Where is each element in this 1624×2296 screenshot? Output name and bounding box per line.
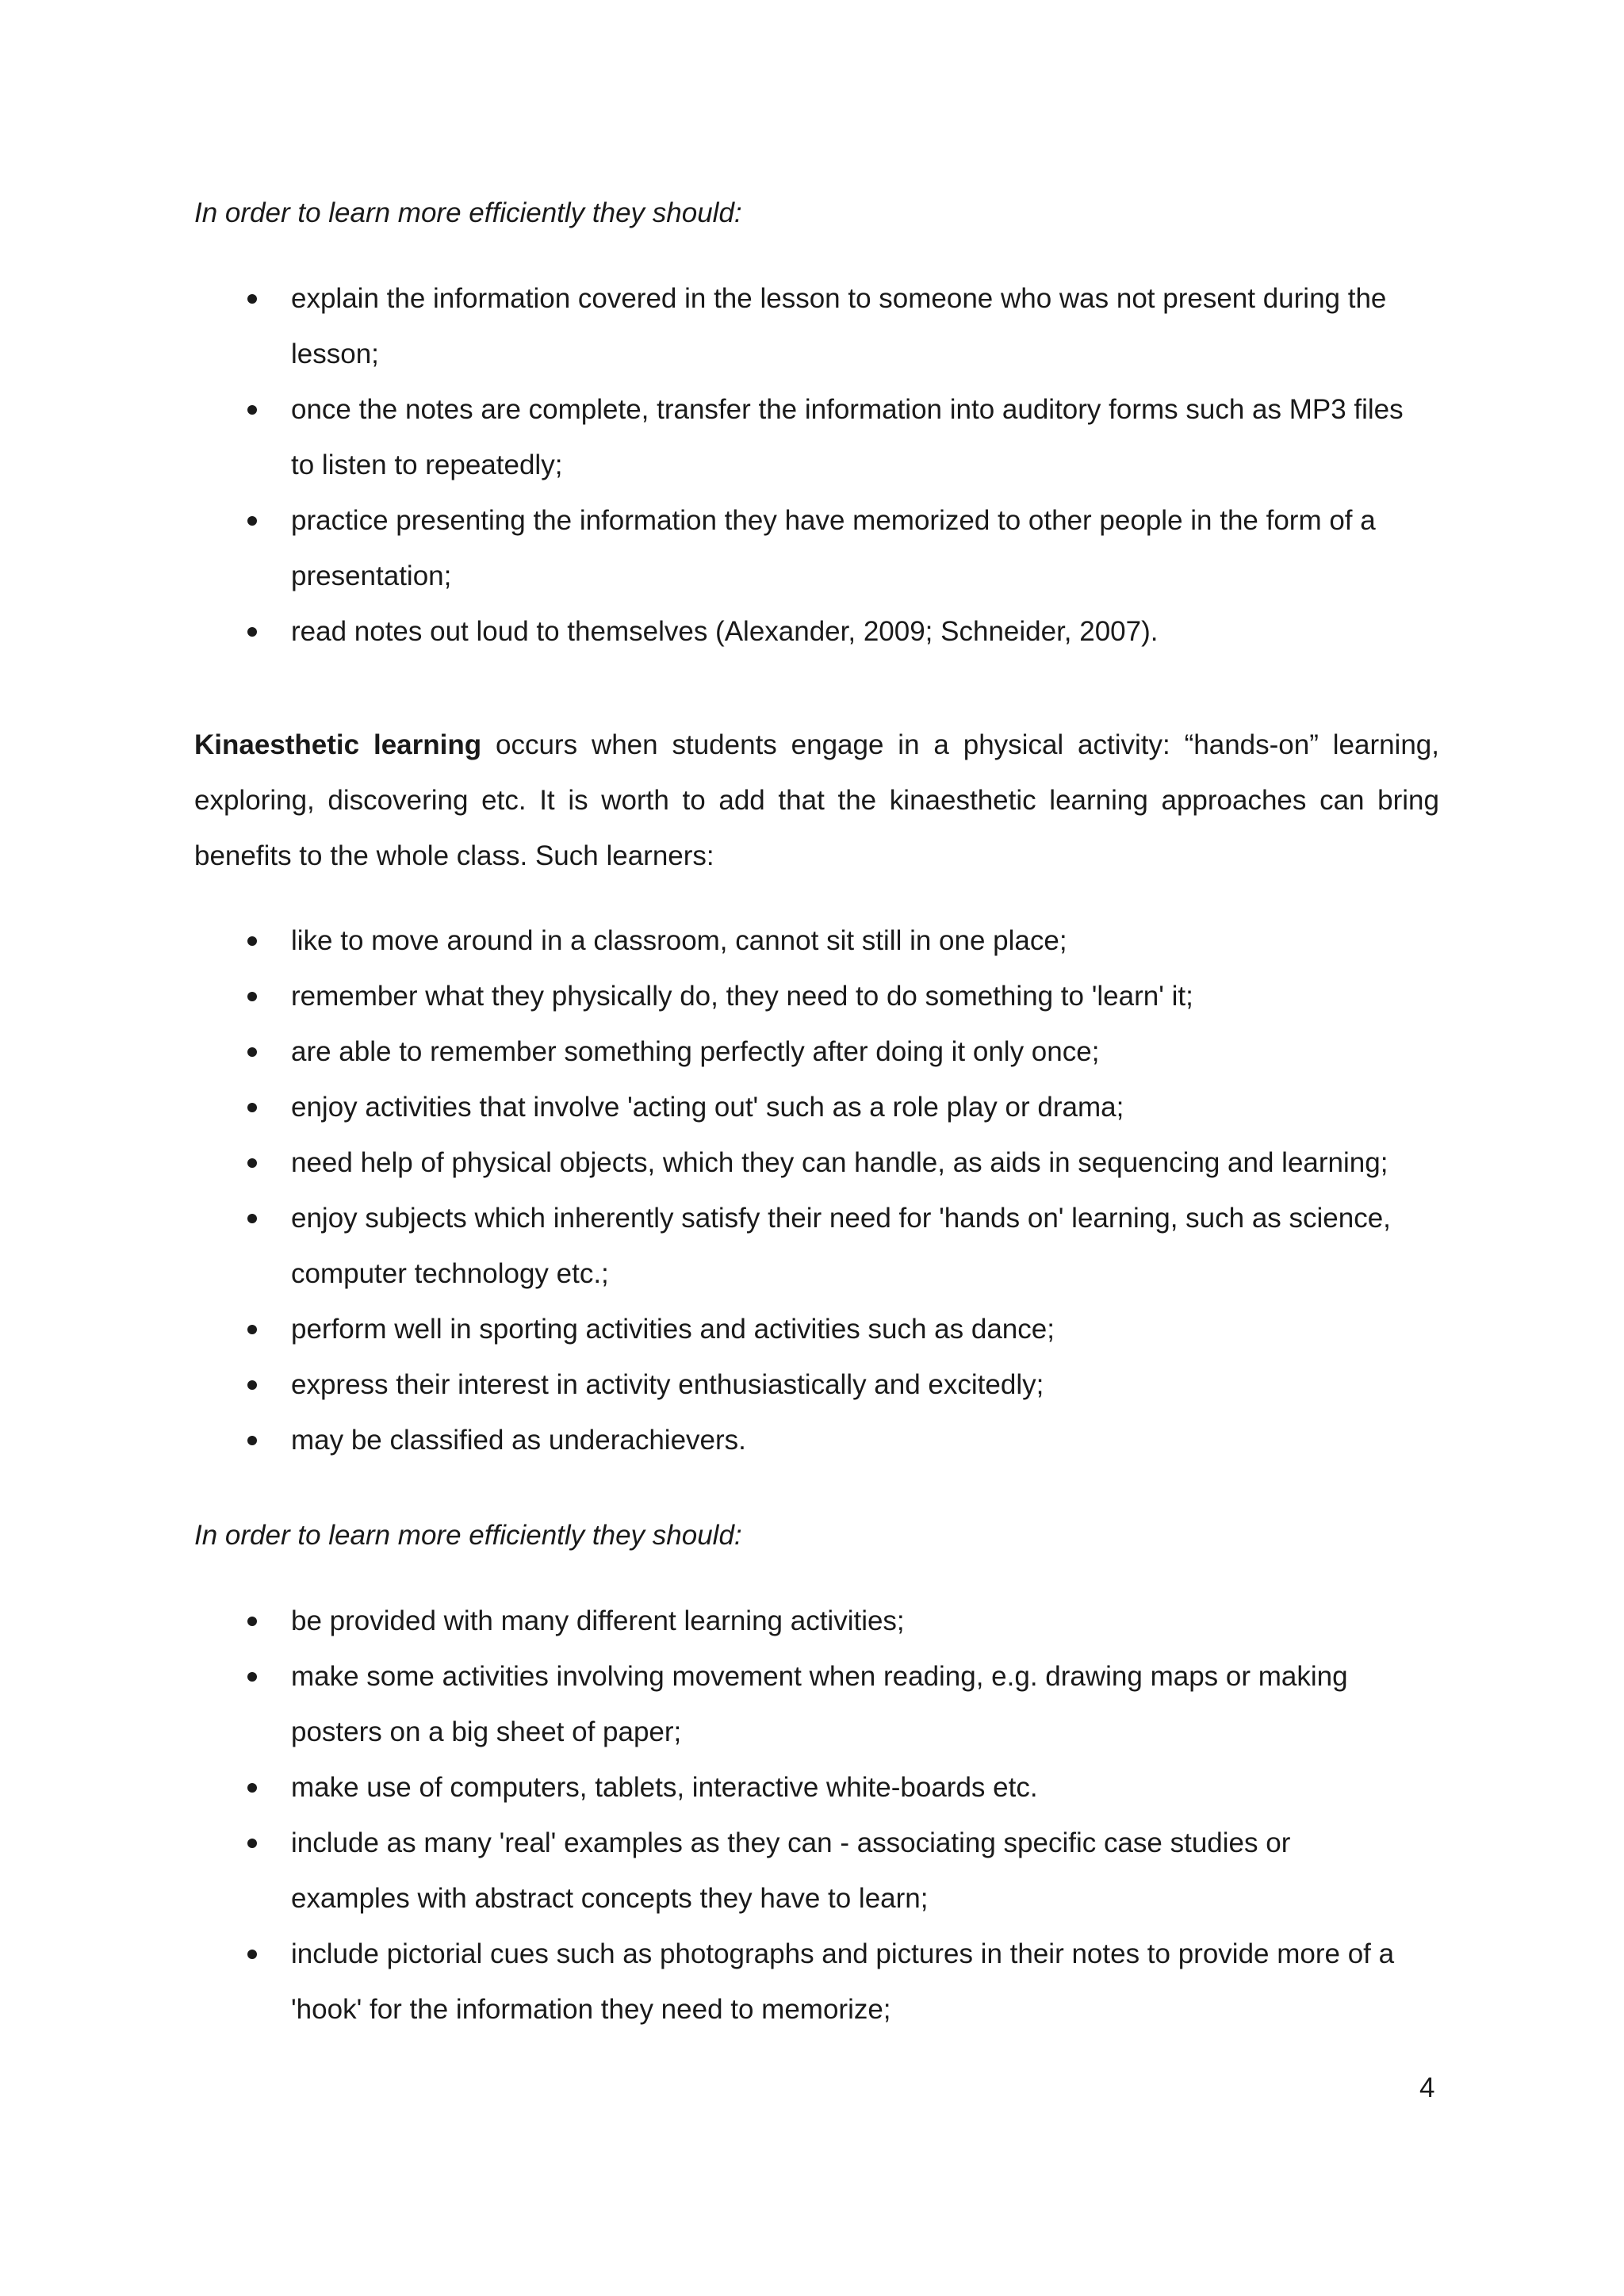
bullet-icon bbox=[247, 1380, 257, 1390]
list-item: enjoy subjects which inherently satisfy their need for 'hands on' learning, such as science, computer technology etc.; bbox=[194, 1191, 1415, 1302]
list-item: remember what they physically do, they need to do something to 'learn' it; bbox=[194, 969, 1415, 1024]
list-item: include as many 'real' examples as they can - associating specific case studies or examples with abstract concepts they have to learn; bbox=[194, 1816, 1415, 1927]
kinaesthetic-tips-list bbox=[194, 1594, 1415, 2038]
list-item: include pictorial cues such as photographs and pictures in their notes to provide more of a 'hook' for the information they need to memorize; bbox=[194, 1927, 1415, 2038]
bullet-icon bbox=[247, 405, 257, 415]
bullet-icon bbox=[247, 294, 257, 304]
kinaesthetic-paragraph: Kinaesthetic learning occurs when students engage in a physical activity: “hands-on” learning, exploring, discovering etc. It is worth to add that the kinaesthetic learning approaches can bring benefits to the whole class. Such learners: bbox=[194, 729, 1439, 871]
bullet-icon bbox=[247, 1325, 257, 1334]
auditory-tips-block bbox=[194, 271, 1415, 660]
bullet-icon bbox=[247, 936, 257, 946]
list-item: be provided with many different learning activities; bbox=[194, 1594, 1415, 1649]
list-item: like to move around in a classroom, cannot sit still in one place; bbox=[194, 913, 1415, 969]
bullet-icon bbox=[247, 1436, 257, 1445]
bullet-icon bbox=[247, 992, 257, 1001]
bullet-icon bbox=[247, 1214, 257, 1223]
bullet-icon bbox=[247, 1103, 257, 1112]
intro-heading-2: In order to learn more efficiently they should: bbox=[194, 1520, 742, 1551]
list-item: make use of computers, tablets, interactive white-boards etc. bbox=[194, 1760, 1415, 1816]
kinaesthetic-tips-block bbox=[194, 1594, 1415, 2038]
bullet-icon bbox=[247, 1617, 257, 1626]
intro-block-2 bbox=[194, 1508, 1439, 1563]
list-item: once the notes are complete, transfer the information into auditory forms such as MP3 files to listen to repeatedly; bbox=[194, 382, 1415, 493]
bullet-icon bbox=[247, 627, 257, 637]
list-item: practice presenting the information they have memorized to other people in the form of a presentation; bbox=[194, 493, 1415, 604]
list-item: may be classified as underachievers. bbox=[194, 1413, 1415, 1468]
bullet-icon bbox=[247, 1783, 257, 1793]
kinaesthetic-traits-block bbox=[194, 913, 1415, 1468]
page-number: 4 bbox=[1419, 2072, 1435, 2103]
auditory-tips-list bbox=[194, 271, 1415, 660]
list-item: perform well in sporting activities and activities such as dance; bbox=[194, 1302, 1415, 1357]
list-item: need help of physical objects, which they can handle, as aids in sequencing and learning; bbox=[194, 1135, 1415, 1191]
bullet-icon bbox=[247, 1047, 257, 1057]
list-item: explain the information covered in the lesson to someone who was not present during the lesson; bbox=[194, 271, 1415, 382]
kinaesthetic-paragraph-block bbox=[194, 718, 1439, 884]
intro-heading-1: In order to learn more efficiently they should: bbox=[194, 197, 742, 228]
list-item: enjoy activities that involve 'acting out' such as a role play or drama; bbox=[194, 1080, 1415, 1135]
list-item: read notes out loud to themselves (Alexander, 2009; Schneider, 2007). bbox=[194, 604, 1415, 660]
list-item: are able to remember something perfectly after doing it only once; bbox=[194, 1024, 1415, 1080]
bullet-icon bbox=[247, 1950, 257, 1959]
intro-block-1 bbox=[194, 186, 1439, 241]
list-item: express their interest in activity enthusiastically and excitedly; bbox=[194, 1357, 1415, 1413]
list-item: make some activities involving movement when reading, e.g. drawing maps or making posters on a big sheet of paper; bbox=[194, 1649, 1415, 1760]
bullet-icon bbox=[247, 1672, 257, 1682]
bullet-icon bbox=[247, 1158, 257, 1168]
kinaesthetic-traits-list bbox=[194, 913, 1415, 1468]
kinaesthetic-term: Kinaesthetic learning bbox=[194, 729, 482, 760]
bullet-icon bbox=[247, 516, 257, 526]
bullet-icon bbox=[247, 1839, 257, 1848]
